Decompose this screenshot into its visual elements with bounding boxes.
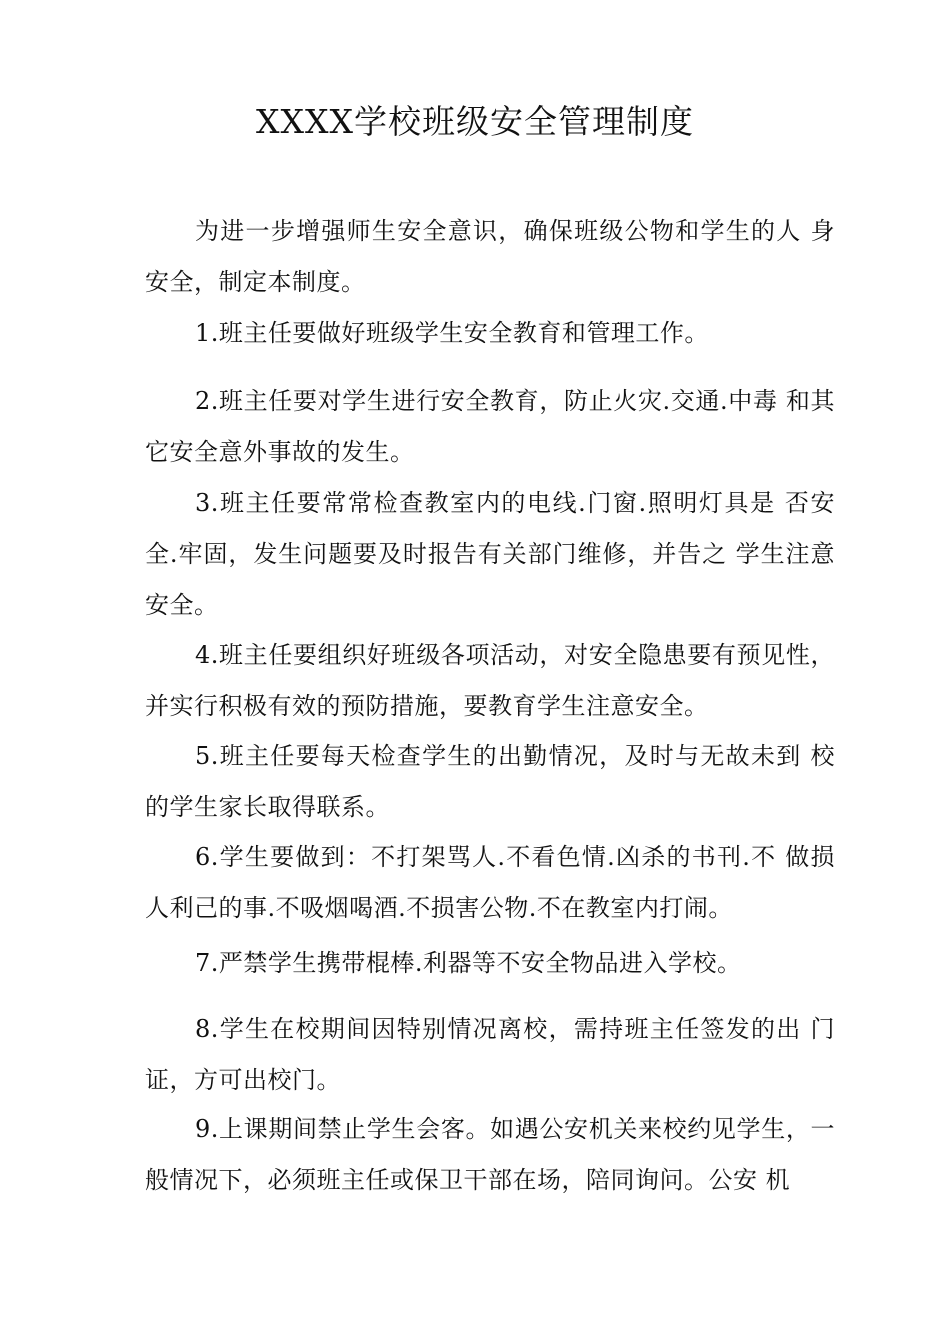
rule-paragraph-5: 5.班主任要每天检查学生的出勤情况，及时与无故未到 校的学生家长取得联系。	[145, 742, 835, 821]
rule-paragraph-6: 6.学生要做到：不打架骂人.不看色情.凶杀的书刊.不 做损人利己的事.不吸烟喝酒.不损害公物.不在教室内打闹。	[145, 843, 835, 922]
rule-paragraph-7: 7.严禁学生携带棍棒.利器等不安全物品进入学校。	[195, 949, 742, 977]
document-title: XXXX学校班级安全管理制度	[256, 102, 694, 141]
rule-paragraph-2: 2.班主任要对学生进行安全教育，防止火灾.交通.中毒 和其它安全意外事故的发生。	[145, 387, 835, 466]
rule-paragraph-9: 9.上课期间禁止学生会客。如遇公安机关来校约见学生，一般情况下，必须班主任或保卫干部在场，陪同询问。公安 机	[145, 1115, 835, 1194]
rule-paragraph-1: 1.班主任要做好班级学生安全教育和管理工作。	[195, 319, 709, 347]
rule-paragraph-4: 4.班主任要组织好班级各项活动，对安全隐患要有预见性，并实行积极有效的预防措施，要教育学生注意安全。	[145, 641, 835, 720]
rule-paragraph-8: 8.学生在校期间因特别情况离校，需持班主任签发的出 门证，方可出校门。	[145, 1015, 835, 1094]
rule-paragraph-3: 3.班主任要常常检查教室内的电线.门窗.照明灯具是 否安全.牢固，发生问题要及时报告有关部门维修，并告之 学生注意安全。	[145, 489, 835, 619]
intro-paragraph: 为进一步增强师生安全意识，确保班级公物和学生的人 身安全，制定本制度。	[145, 217, 835, 296]
